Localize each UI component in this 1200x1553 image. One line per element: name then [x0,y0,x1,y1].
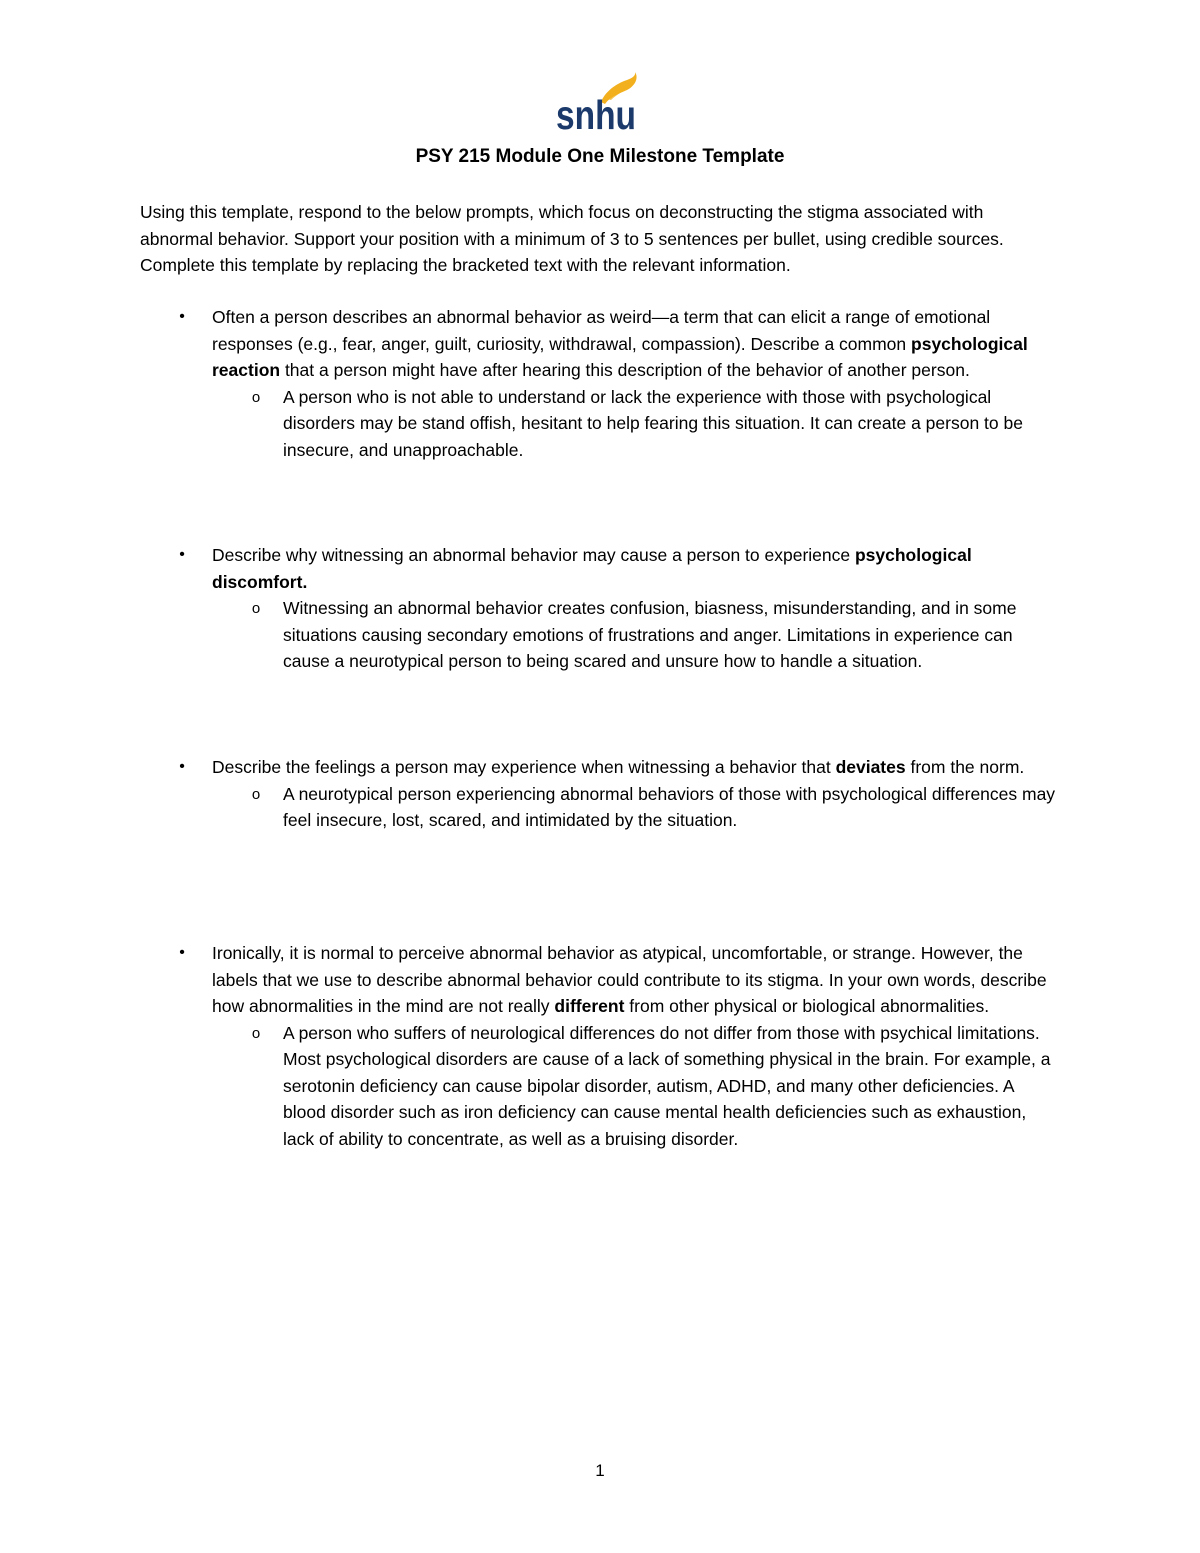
page-number: 1 [595,1461,605,1480]
prompt-text-end: from other physical or biological abnormalities. [624,996,990,1016]
sub-bullet-icon: o [251,600,261,617]
prompt-bold-term: different [554,996,625,1016]
answer-text: A neurotypical person experiencing abnormal behaviors of those with psychological differences may feel insecure, lost, scared, and intimidated by the situation. [283,783,1056,830]
bullet-icon: • [179,546,185,563]
answer-bullet [140,595,1060,675]
prompt-bullet [140,542,1060,595]
intro-paragraph [140,199,1060,279]
sub-bullet-icon: o [251,1024,261,1042]
prompt-text: Describe why witnessing an abnormal behavior may cause a person to experience [212,545,855,565]
prompt-text-end: that a person might have after hearing this description of the behavior of another person. [280,360,970,380]
answer-text: Witnessing an abnormal behavior creates confusion, biasness, misunderstanding, and in some situations causing secondary emotions of frustrations and anger. Limitations in experience can cause a neurotypical person to being scared and unsure how to handle a situation. [283,598,1017,671]
prompt-text: Ironically, it is normal to perceive abnormal behavior as atypical, uncomfortable, or strange. However, the labels that we use to describe abnormal behavior could contribute to its stigma. In your own words, describe how abnormalities in the mind are not really [212,943,1047,1016]
answer-bullet [140,1020,1060,1153]
bullet-icon: • [179,308,185,325]
prompt-bullet [140,304,1060,384]
sub-bullet-icon: o [251,785,261,803]
document-title: PSY 215 Module One Milestone Template [415,146,785,167]
bullet-icon: • [179,944,185,961]
prompt-item-1 [140,304,1060,463]
prompt-text: Describe the feelings a person may experience when witnessing a behavior that [212,757,836,777]
prompt-item-4 [140,940,1060,1152]
answer-bullet [140,384,1060,464]
flame-icon [555,72,639,138]
answer-text: A person who suffers of neurological differences do not differ from those with psychical limitations. Most psychological disorders are cause of a lack of something physical in the brain. For example, a serotonin deficiency can cause bipolar disorder, autism, ADHD, and many other deficiencies. A blood disorder such as iron deficiency can cause mental health deficiencies such as exhaustion, lack of ability to concentrate, as well as a bruising disorder. [283,1022,1051,1149]
prompt-bullet [140,940,1060,1020]
answer-text: A person who is not able to understand or lack the experience with those with psychological disorders may be stand offish, hesitant to help fearing this situation. It can create a person to be insecure, and unapproachable. [283,386,1023,460]
prompt-bold-term: psychological discomfort [212,545,972,592]
prompt-bold-term: psychological reaction [212,333,1028,380]
prompt-text-end: from the norm. [905,757,1025,777]
answer-bullet [140,781,1060,834]
bullet-icon: • [179,758,185,775]
prompt-text: Often a person describes an abnormal behavior as weird—a term that can elicit a range of emotional responses (e.g., fear, anger, guilt, curiosity, withdrawal, compassion). Describe a common [212,307,991,354]
prompt-item-3 [140,754,1060,834]
prompt-bold-term: deviates [835,757,906,777]
snhu-logo [555,72,639,138]
sub-bullet-icon: o [251,388,261,406]
intro-text: Using this template, respond to the below prompts, which focus on deconstructing the stigma associated with abnormal behavior. Support your position with a minimum of 3 to 5 sentences per bullet, using credible sources. Complete this template by replacing the bracketed text with the relevant information. [140,202,1004,275]
prompt-item-2 [140,542,1060,675]
prompt-text-end: . [302,571,308,592]
prompt-bullet [140,754,1060,781]
logo-wordmark: snhu [556,92,636,138]
